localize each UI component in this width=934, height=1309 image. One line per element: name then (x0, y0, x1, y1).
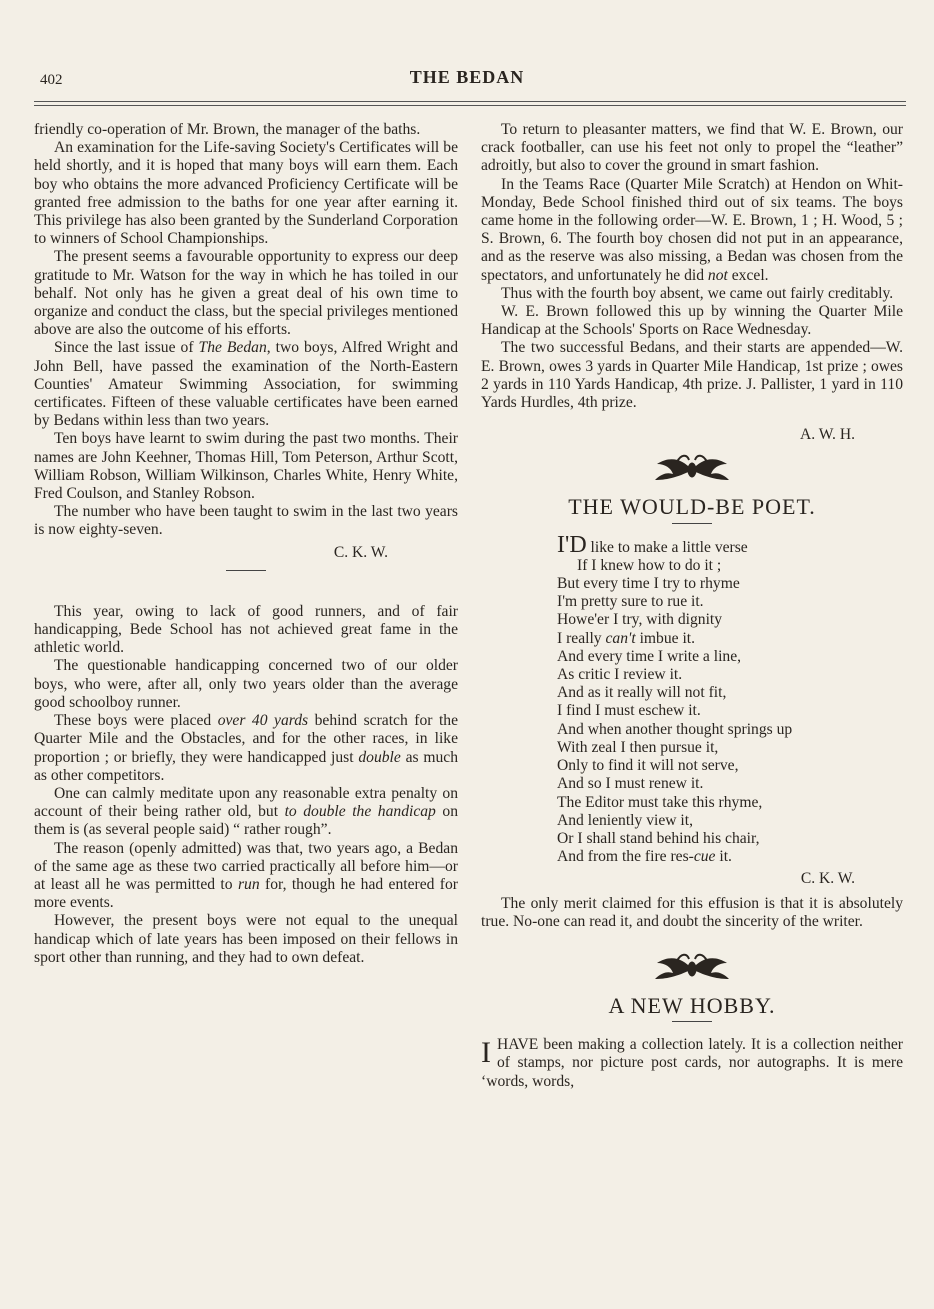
paragraph: Ten boys have learnt to swim during the past two months. Their names are John Keehner, Thomas Hill, Tom Peterson, Arthur Scott, William Robson, William Wilkinson, Charles White, Henry White, Fred Coulson, and Stanley Robson. (34, 430, 458, 503)
poem-line: But every time I try to rhyme (557, 575, 740, 593)
italic-text: double (358, 748, 401, 766)
paragraph: The only merit claimed for this effusion is that it is absolutely true. No-one can read it, and doubt the sincerity of the writer. (481, 894, 903, 930)
text: it. (715, 848, 732, 866)
poem-line: And as it really will not fit, (557, 684, 727, 702)
text: These boys were placed (54, 712, 218, 730)
floral-ornament-icon (647, 949, 737, 989)
text: for, though he had entered for more events. (34, 875, 458, 912)
text: excel. (727, 266, 769, 284)
right-column (481, 121, 903, 1091)
text: been making a collection lately. It is a collection neither of stamps, nor picture post cards, nor autographs. It is mere ‘words, words, (481, 1036, 903, 1090)
paragraph (481, 176, 903, 285)
text: on them is (as several people said) “ rather rough”. (34, 803, 458, 839)
poem-line (557, 848, 903, 866)
paragraph: The two successful Bedans, and their starts are appended—W. E. Brown, owes 3 yards in Quarter Mile Handicap, 1st prize ; owes 2 yards in 110 Yards Handicap, 4th prize. J. Pallister, 1 yard in 110 Yards Hurdles, 4th prize. (481, 339, 903, 412)
signature: C. K. W. (800, 870, 855, 888)
poem-line: Only to find it will not serve, (557, 757, 739, 775)
italic-text: can't (605, 629, 636, 647)
section-divider (226, 570, 266, 571)
italic-text: The Bedan (198, 339, 267, 357)
signature: C. K. W. (333, 543, 388, 561)
paragraph (481, 1036, 903, 1091)
paragraph (34, 840, 458, 913)
title-divider (672, 523, 712, 524)
text: One can calmly meditate upon any reasonable extra penalty on account of their being rather old, but (34, 784, 458, 821)
italic-text: not (707, 266, 728, 284)
paragraph: This year, owing to lack of good runners, and of fair handicapping, Bede School has not achieved great fame in the athletic world. (34, 602, 458, 657)
paragraph (34, 785, 458, 840)
drop-cap: I'D (557, 531, 587, 558)
left-column (34, 121, 458, 967)
paragraph: friendly co-operation of Mr. Brown, the manager of the baths. (34, 121, 421, 138)
text: In the Teams Race (Quarter Mile Scratch) at Hendon on Whit-Monday, Bede School finished third out of six teams. The boys came home in the following order—W. E. Brown, 1 ; H. Wood, 5 ; S. Brown, 6. The fourth boy chosen did not put in an appearance, and as the reserve was also missing, a Bedan was chosen from the spectators, and unfortunately he did (481, 175, 903, 284)
poem-line: And so I must renew it. (557, 775, 704, 793)
text: And from the fire res- (557, 848, 694, 866)
header-rule-double (34, 105, 906, 106)
section-title: A NEW HOBBY. (608, 992, 776, 1018)
poem-line: As critic I review it. (557, 666, 683, 684)
paragraph: However, the present boys were not equal to the unequal handicap which of late years has been imposed on their fellows in sport other than running, and they had to own defeat. (34, 912, 458, 966)
text: , two boys, Alfred Wright and John Bell, have passed the examination of the North-Eastern Counties' Amateur Swimming Association, for swimming certificates. Fifteen of these valuable certificates have been earned by Bedans within less than two years. (34, 339, 458, 430)
signature: A. W. H. (799, 426, 855, 444)
italic-text: to double the handicap (284, 803, 436, 821)
paragraph: Thus with the fourth boy absent, we came out fairly creditably. (501, 284, 894, 302)
poem-title: THE WOULD-BE POET. (568, 494, 816, 520)
poem-line: I'm pretty sure to rue it. (557, 593, 704, 611)
title-divider (672, 1021, 712, 1022)
page-number: 402 (40, 72, 63, 88)
paragraph (34, 712, 458, 785)
text: Since the last issue of (54, 339, 199, 357)
poem-line: With zeal I then pursue it, (557, 738, 719, 756)
poem-line (557, 531, 903, 558)
italic-text: over 40 yards (217, 712, 309, 730)
text: behind scratch for the Quarter Mile and the Obstacles, and for the other races, in like proportion ; or briefly, they were handicapped just (34, 712, 458, 766)
running-head: THE BEDAN (409, 67, 525, 87)
poem-line: The Editor must take this rhyme, (557, 793, 763, 811)
paragraph: The questionable handicapping concerned two of our older boys, who were, after all, only two years older than the average good schoolboy runner. (34, 657, 458, 711)
paragraph (34, 339, 458, 430)
text: imbue it. (635, 629, 696, 647)
paragraph: The number who have been taught to swim in the last two years is now eighty-seven. (34, 503, 458, 539)
header-rule (34, 101, 906, 102)
poem-line: Howe'er I try, with dignity (557, 611, 723, 629)
paragraph: W. E. Brown followed this up by winning the Quarter Mile Handicap at the Schools' Sports on Race Wednesday. (481, 303, 903, 339)
text: I really (557, 629, 606, 647)
poem-line: I find I must eschew it. (557, 702, 701, 720)
small-caps-text: HAVE (497, 1036, 539, 1054)
poem-line: And every time I write a line, (557, 647, 742, 665)
paragraph: The present seems a favourable opportunity to express our deep gratitude to Mr. Watson for the way in which he has toiled in our behalf. Not only has he given a great deal of his own time to organize and conduct the class, but the special privileges mentioned above are also the outcome of his efforts. (34, 248, 458, 339)
text: The reason (openly admitted) was that, two years ago, a Bedan of the same age as these two carried practically all before him—or at least all he was permitted to (34, 839, 458, 893)
poem-line: If I knew how to do it ; (577, 556, 722, 574)
paragraph: An examination for the Life-saving Society's Certificates will be held shortly, and it is hoped that many boys will earn them. Each boy who obtains the more advanced Proficiency Certificate will be granted free admission to the baths for one year after earning it. This privilege has also been granted by the Sunderland Corporation to winners of School Championships. (34, 139, 458, 248)
italic-text: cue (693, 848, 716, 866)
italic-text: run (237, 875, 260, 893)
poem (557, 531, 903, 867)
floral-ornament-icon (647, 450, 737, 490)
paragraph: To return to pleasanter matters, we find that W. E. Brown, our crack footballer, can use his feet not only to propel the “leather” adroitly, but also to cover the ground in smart fashion. (481, 121, 903, 175)
poem-line: And when another thought springs up (557, 720, 793, 738)
poem-line (557, 630, 903, 648)
text: as much as other competitors. (34, 748, 458, 784)
poem-line: Or I shall stand behind his chair, (557, 829, 760, 847)
poem-line: And leniently view it, (557, 811, 693, 829)
drop-cap: I (481, 1036, 491, 1070)
text: like to make a little verse (586, 538, 748, 556)
